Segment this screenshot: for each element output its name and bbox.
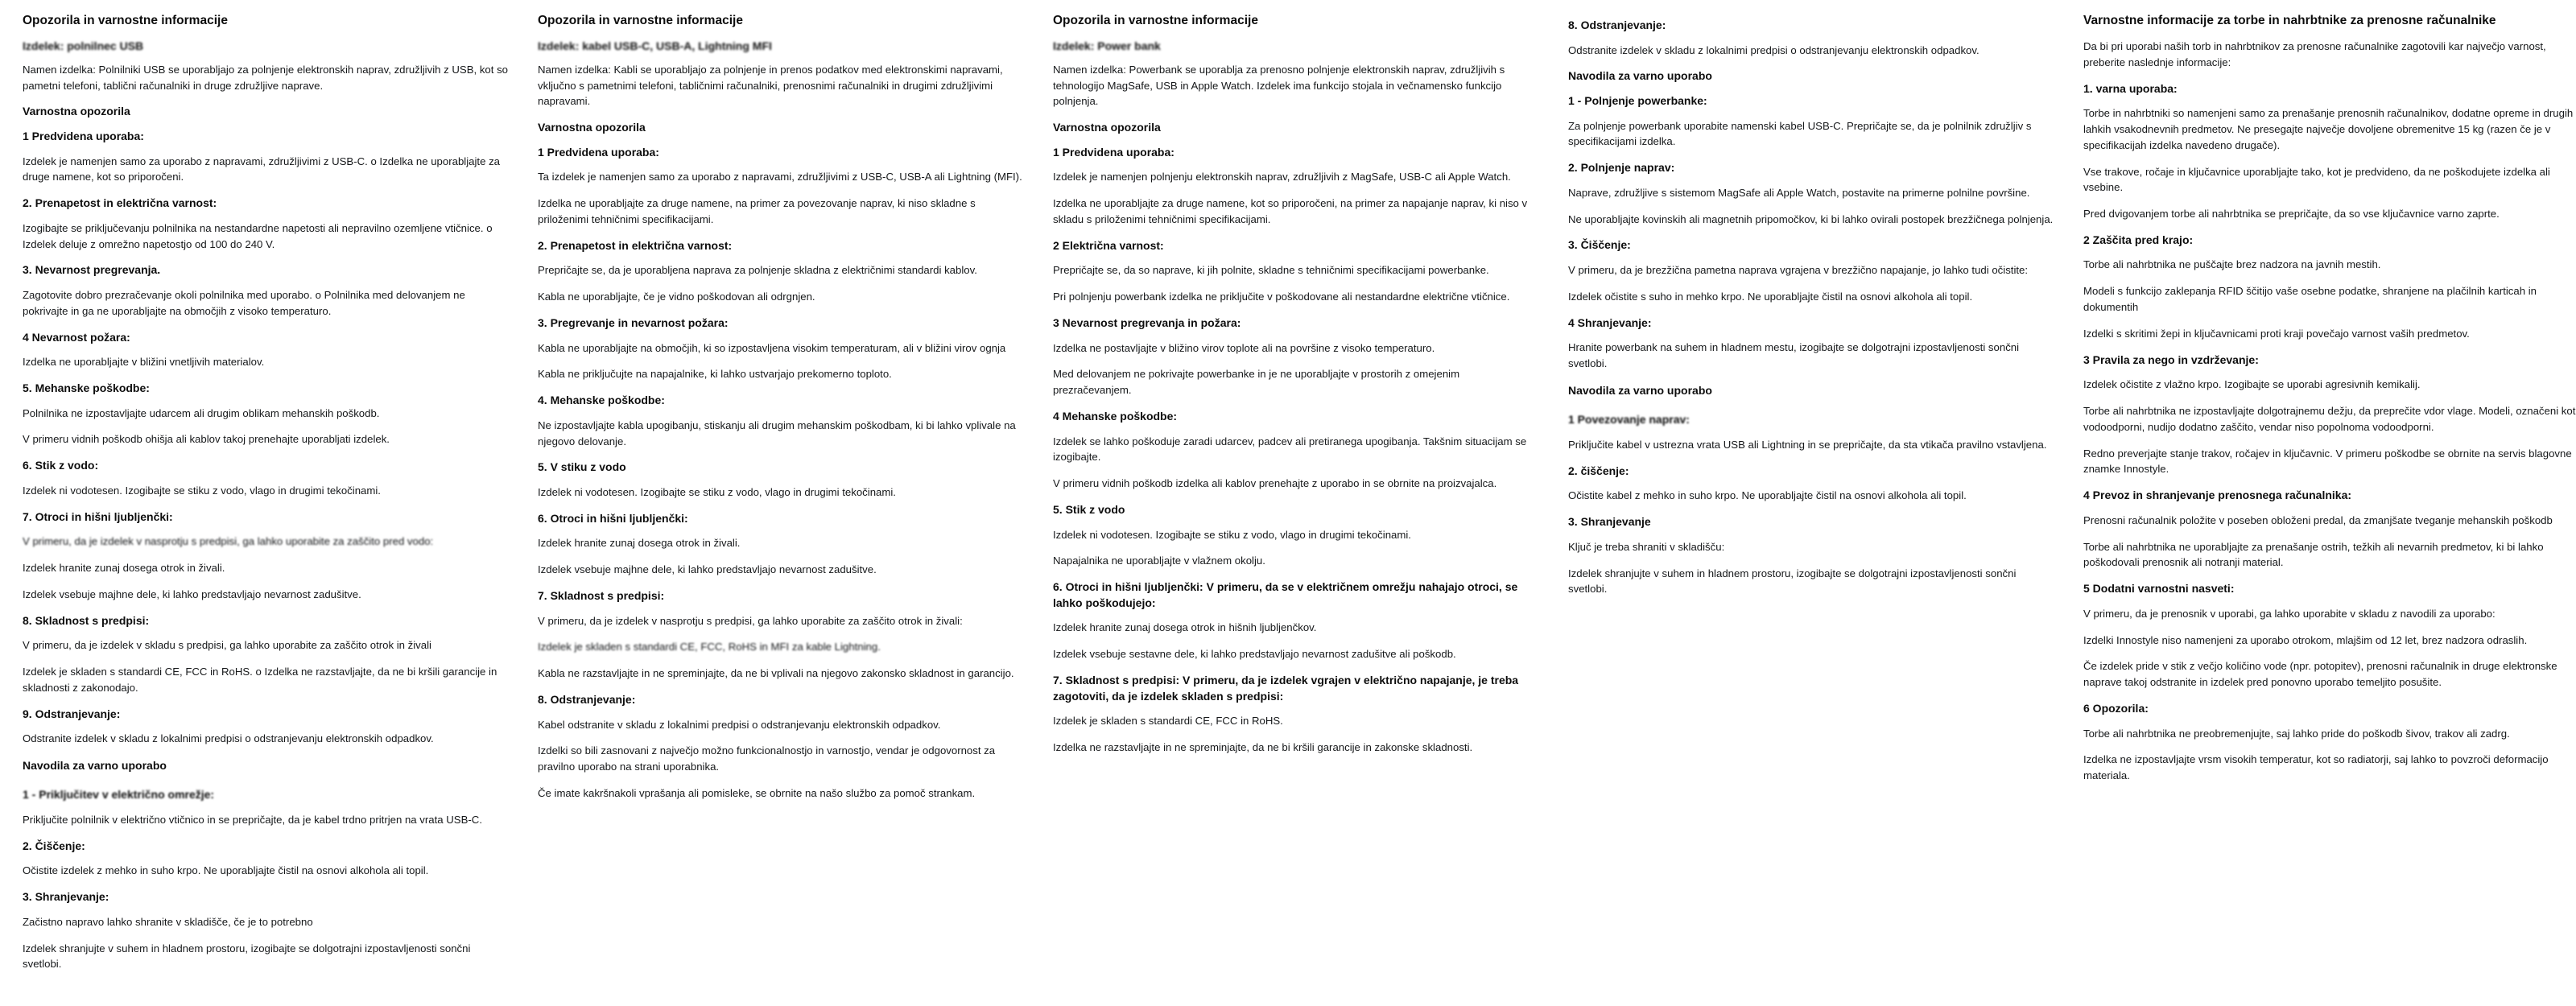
body-paragraph: Prenosni računalnik položite v poseben obloženi predal, da zmanjšate tveganje mehanskih poškodb [2083,513,2553,526]
body-paragraph: Izdelka ne uporabljajte za druge namene, na primer za povezovanje naprav, ki niso skladne s priloženimi tehničnimi specifikacijami. [538,197,976,225]
body-paragraph: Pri polnjenju powerbank izdelka ne priključite v poškodovane ali nestandardne električne vtičnice. [1053,291,1510,303]
page-title: Opozorila in varnostne informacije [23,14,228,27]
section-heading: 2 Zaščita pred krajo: [2083,233,2194,246]
section-heading: Varnostna opozorila [1053,121,1161,134]
document-column-powerbank [1042,13,1557,1006]
section-heading: 8. Skladnost s predpisi: [23,613,150,627]
section-heading: 7. Skladnost s predpisi: [538,588,665,602]
body-paragraph: Začistno napravo lahko shranite v skladišče, če je to potrebno [23,915,313,928]
body-paragraph: Izdelka ne uporabljajte v bližini vnetljivih materialov. [23,356,265,369]
body-paragraph: Kabla ne uporabljajte, če je vidno poškodovan ali odrgnjen. [538,291,815,303]
body-paragraph: Vse trakove, ročaje in ključavnice uporabljajte tako, kot je predvideno, da ne poškodujete izdelka ali vsebine. [2083,165,2550,194]
product-subtitle: Izdelek: Power bank [1053,39,1161,52]
section-heading: 3. Shranjevanje: [23,890,109,904]
section-heading: 2 Električna varnost: [1053,238,1164,252]
page-title: Opozorila in varnostne informacije [538,14,743,27]
body-paragraph: V primeru, da je izdelek v skladu s predpisi, ga lahko uporabite za zaščito otrok in živali [23,639,431,652]
body-paragraph: Hranite powerbank na suhem in hladnem mestu, izogibajte se dolgotrajni izpostavljenosti sončni svetlobi. [1568,341,2020,369]
body-paragraph: Izdelek je namenjen polnjenju elektronskih naprav, združljivih z MagSafe, USB-C ali Apple Watch. [1053,171,1511,183]
body-paragraph: Izdelek shranjujte v suhem in hladnem prostoru, izogibajte se dolgotrajni izpostavljenosti sončni svetlobi. [23,942,471,971]
section-heading: Navodila za varno uporabo [1568,69,1712,83]
page-title: Varnostne informacije za torbe in nahrbtnike za prenosne računalnike [2083,14,2496,27]
body-paragraph: Izdelka ne izpostavljajte vrsm visokih temperatur, kot so radiatorji, saj lahko to povzroči deformacijo materiala. [2083,753,2549,782]
body-paragraph: Izdelek vsebuje majhne dele, ki lahko predstavljajo nevarnost zadušitve. [23,588,361,600]
body-paragraph: Izdelki s skritimi žepi in ključavnicami proti kraji povečajo varnost vaših predmetov. [2083,327,2470,340]
section-heading: 2. Polnjenje naprav: [1568,161,1675,175]
body-paragraph: Očistite izdelek z mehko in suho krpo. Ne uporabljajte čistil na osnovi alkohola ali topil. [23,864,429,877]
body-paragraph: Prepričajte se, da je uporabljena naprava za polnjenje skladna z električnimi standardi kablov. [538,264,977,277]
section-heading: Navodila za varno uporabo [23,758,167,772]
body-paragraph: Izdelka ne razstavljajte in ne spreminjajte, da ne bi kršili garancije in zakonske skladnosti. [1053,740,1473,753]
section-heading: 5. Mehanske poškodbe: [23,381,150,394]
body-paragraph: Izdelek se lahko poškoduje zaradi udarcev, padcev ali pretiranega upogibanja. Takšnim situacijam se izogibajte. [1053,435,1527,464]
section-heading: 1 Predvidena uporaba: [23,130,144,142]
body-paragraph: Izdelek shranjujte v suhem in hladnem prostoru, izogibajte se dolgotrajni izpostavljenosti sončni svetlobi. [1568,567,2017,596]
body-paragraph: Polnilnika ne izpostavljajte udarcem ali drugim oblikam mehanskih poškodb. [23,406,380,419]
section-heading: 1 Predvidena uporaba: [1053,145,1174,159]
section-heading: 4. Mehanske poškodbe: [538,394,665,407]
body-paragraph: Če imate kakršnakoli vprašanja ali pomisleke, se obrnite na našo službo za pomoč strankam. [538,786,976,799]
section-heading: 4 Mehanske poškodbe: [1053,409,1178,423]
body-paragraph: Izdelek je namenjen samo za uporabo z napravami, združljivimi z USB-C. o Izdelka ne uporabljajte za druge namene, kot so priporočeni. [23,155,500,183]
page-title: Opozorila in varnostne informacije [1053,14,1258,27]
body-paragraph: Izogibajte se priključevanju polnilnika na nestandardne napetosti ali nepravilno ozemljene vtičnice. o Izdelek deluje z omrežno napetostjo od 100 do 240 V. [23,221,493,250]
section-heading: 5. Stik z vodo [1053,502,1125,516]
body-paragraph: Zagotovite dobro prezračevanje okoli polnilnika med uporabo. o Polnilnika med delovanjem ne pokrivajte in ga ne uporabljajte na območjih z visoko temperaturo. [23,288,465,317]
body-paragraph: Izdelek ni vodotesen. Izogibajte se stiku z vodo, vlago in drugimi tekočinami. [538,485,896,498]
body-paragraph: Izdelek vsebuje sestavne dele, ki lahko predstavljajo nevarnost zadušitve ali poškodb. [1053,648,1456,661]
body-paragraph: Da bi pri uporabi naših torb in nahrbtnikov za prenosne računalnike zagotovili kar največjo varnost, preberite naslednje informacije: [2083,39,2546,68]
product-subtitle: Izdelek: kabel USB-C, USB-A, Lightning MFI [538,39,772,52]
body-paragraph: V primeru vidnih poškodb ohišja ali kablov takoj prenehajte uporabljati izdelek. [23,433,390,446]
body-paragraph: Torbe ali nahrbtnika ne preobremenjujte, saj lahko pride do poškodb šivov, trakov ali zadrg. [2083,727,2510,740]
section-heading: 8. Odstranjevanje: [1568,19,1666,31]
section-heading: 3. Shranjevanje [1568,515,1651,529]
body-paragraph-redacted: V primeru, da je izdelek v nasprotju s predpisi, ga lahko uporabite za zaščito pred vodo: [23,535,434,548]
body-paragraph: Če izdelek pride v stik z večjo količino vode (npr. potopitev), prenosni računalnik in druge elektronske naprave takoj odstranite in izdelek pred ponovno uporabo temeljito posušite. [2083,660,2557,689]
body-paragraph: Prepričajte se, da so naprave, ki jih polnite, skladne s tehničnimi specifikacijami powerbanke. [1053,264,1489,277]
body-paragraph: V primeru vidnih poškodb izdelka ali kablov prenehajte z uporabo in se obrnite na proizvajalca. [1053,477,1497,490]
section-heading: 2. čiščenje: [1568,464,1629,477]
body-paragraph: Med delovanjem ne pokrivajte powerbanke in je ne uporabljajte v prostorih z omejenim prezračevanjem. [1053,368,1460,397]
section-heading: 9. Odstranjevanje: [23,707,121,720]
section-heading: 6. Otroci in hišni ljubljenčki: [538,511,688,525]
body-paragraph: Torbe ali nahrbtnika ne puščajte brez nadzora na javnih mestih. [2083,258,2381,271]
body-paragraph: Izdelek ni vodotesen. Izogibajte se stiku z vodo, vlago in drugimi tekočinami. [23,484,381,497]
body-paragraph: Izdelek hranite zunaj dosega otrok in živali. [23,561,225,574]
body-paragraph: Očistite kabel z mehko in suho krpo. Ne uporabljajte čistil na osnovi alkohola ali topil. [1568,489,1967,502]
section-heading: 3 Nevarnost pregrevanja in požara: [1053,315,1241,329]
body-paragraph: Odstranite izdelek v skladu z lokalnimi predpisi o odstranjevanju elektronskih odpadkov. [1568,43,1979,56]
body-paragraph: Izdelek je skladen s standardi CE, FCC in RoHS. o Izdelka ne razstavljajte, da ne bi kršili garancije in skladnosti z zakonodajo. [23,665,497,694]
section-heading: 3 Pravila za nego in vzdrževanje: [2083,353,2259,366]
body-paragraph: Izdelek očistite s suho in mehko krpo. Ne uporabljajte čistil na osnovi alkohola ali topil. [1568,290,1973,303]
body-paragraph: Izdelki so bili zasnovani z največjo možno funkcionalnostjo in varnostjo, vendar je odgovornost za pravilno uporabo na strani uporabnika. [538,744,996,773]
body-paragraph: Modeli s funkcijo zaklepanja RFID ščitijo vaše osebne podatke, shranjene na plačilnih karticah in dokumentih [2083,285,2537,314]
section-heading: 5 Dodatni varnostni nasveti: [2083,582,2235,596]
section-heading: 3. Nevarnost pregrevanja. [23,263,161,277]
section-heading: 2. Čiščenje: [23,839,85,852]
body-paragraph: Kabla ne priključujte na napajalnike, ki lahko ustvarjajo prekomerno toploto. [538,368,892,381]
body-paragraph: Kabla ne razstavljajte in ne spreminjajte, da ne bi vplivali na njegovo zakonsko skladnost in garancijo. [538,667,1014,680]
body-paragraph: Kabla ne uporabljajte na območjih, ki so izpostavljena visokim temperaturam, ali v bližini virov ognja [538,341,1006,354]
section-heading: Navodila za varno uporabo [1568,383,1712,397]
section-heading: 1 Predvidena uporaba: [538,145,659,159]
section-heading: 6. Otroci in hišni ljubljenčki: V primeru, da se v električnem omrežju nahajajo otroci, se lahko poškodujejo: [1053,580,1518,609]
section-heading-redacted: 1 - Priključitev v električno omrežje: [23,788,215,802]
body-paragraph: Kabel odstranite v skladu z lokalnimi predpisi o odstranjevanju elektronskih odpadkov. [538,718,941,731]
section-heading: 3. Čiščenje: [1568,238,1631,252]
body-paragraph: Izdelki Innostyle niso namenjeni za uporabo otrokom, mlajšim od 12 let, brez nadzora odraslih. [2083,633,2528,646]
body-paragraph: V primeru, da je izdelek v nasprotju s predpisi, ga lahko uporabite za zaščito otrok in živali: [538,614,963,627]
body-paragraph: Torbe ali nahrbtnika ne uporabljajte za prenašanje ostrih, težkih ali nevarnih predmetov, ki bi lahko poškodovali prenosnik ali notranji material. [2083,540,2544,569]
section-heading: Varnostna opozorila [23,105,130,118]
section-heading: Varnostna opozorila [538,121,646,134]
body-paragraph: Ta izdelek je namenjen samo za uporabo z napravami, združljivimi z USB-C, USB-A ali Lightning (MFI). [538,171,1022,183]
section-heading: 6 Opozorila: [2083,702,2149,715]
section-heading: 8. Odstranjevanje: [538,692,636,706]
body-paragraph: Pred dvigovanjem torbe ali nahrbtnika se prepričajte, da so vse ključavnice varno zaprte. [2083,208,2500,221]
document-column-cable [526,13,1042,1006]
body-paragraph: Namen izdelka: Powerbank se uporablja za prenosno polnjenje elektronskih naprav, združljivih s tehnologijo MagSafe, USB in Apple Watch. Izdelek ima funkcijo stojala in večnamensko funkcijo polnjenja. [1053,63,1505,108]
body-paragraph: Redno preverjajte stanje trakov, ročajev in ključavnic. V primeru poškodbe se obrnite na servis blagovne znamke Innostyle. [2083,447,2572,476]
section-heading: 2. Prenapetost in električna varnost: [538,238,733,252]
section-heading: 1 - Polnjenje powerbanke: [1568,93,1707,107]
body-paragraph: Izdelek očistite z vlažno krpo. Izogibajte se uporabi agresivnih kemikalij. [2083,378,2421,391]
section-heading: 2. Prenapetost in električna varnost: [23,196,217,210]
body-paragraph-redacted: Izdelek je skladen s standardi CE, FCC, RoHS in MFI za kable Lightning. [538,641,881,653]
section-heading: 5. V stiku z vodo [538,460,626,474]
body-paragraph: V primeru, da je prenosnik v uporabi, ga lahko uporabite v skladu z navodili za uporabo: [2083,607,2496,620]
section-heading: 7. Skladnost s predpisi: V primeru, da je izdelek vgrajen v električno napajanje, je treba zagotoviti, da je izdelek skladen s predpisi: [1053,673,1519,703]
body-paragraph: Torbe ali nahrbtnika ne izpostavljajte dolgotrajnemu dežju, da preprečite vdor vlage. Modeli, označeni kot vodoodporni, nudijo dodatno zaščito, vendar niso popolnoma vodoodporni. [2083,405,2576,433]
section-heading: 7. Otroci in hišni ljubljenčki: [23,509,173,523]
section-heading: 4 Prevoz in shranjevanje prenosnega računalnika: [2083,489,2352,502]
product-subtitle: Izdelek: polnilnec USB [23,39,144,52]
body-paragraph: Priključite polnilnik v električno vtičnico in se prepričajte, da je kabel trdno pritrjen na vrata USB-C. [23,814,482,827]
body-paragraph: Izdelek vsebuje majhne dele, ki lahko predstavljajo nevarnost zadušitve. [538,563,877,576]
body-paragraph: Namen izdelka: Polnilniki USB se uporabljajo za polnjenje elektronskih naprav, združljivih z USB, kot so pametni telefoni, tablični računalniki in druge združljive naprave. [23,63,509,92]
section-heading: 6. Stik z vodo: [23,459,99,472]
body-paragraph: V primeru, da je brezžična pametna naprava vgrajena v brezžično napajanje, jo lahko tudi očistite: [1568,263,2029,276]
section-heading-redacted: 1 Povezovanje naprav: [1568,413,1690,427]
body-paragraph: Ne uporabljajte kovinskih ali magnetnih pripomočkov, ki bi lahko ovirali postopek brezžičnega polnjenja. [1568,212,2054,225]
body-paragraph: Izdelek ni vodotesen. Izogibajte se stiku z vodo, vlago in drugimi tekočinami. [1053,528,1411,541]
body-paragraph: Izdelka ne uporabljajte za druge namene, kot so priporočeni, na primer za napajanje naprav, ki niso v skladu s priloženimi tehničnimi specifikacijami. [1053,197,1528,225]
body-paragraph: Izdelek je skladen s standardi CE, FCC in RoHS. [1053,715,1283,728]
body-paragraph: Izdelka ne postavljajte v bližino virov toplote ali na površine z visoko temperaturo. [1053,341,1435,354]
body-paragraph: Odstranite izdelek v skladu z lokalnimi predpisi o odstranjevanju elektronskih odpadkov. [23,732,434,745]
body-paragraph: Ključ je treba shraniti v skladišču: [1568,540,1725,553]
body-paragraph: Izdelek hranite zunaj dosega otrok in živali. [538,537,741,550]
body-paragraph: Napajalnika ne uporabljajte v vlažnem okolju. [1053,555,1265,567]
body-paragraph: Naprave, združljive s sistemom MagSafe ali Apple Watch, postavite na primerne polnilne površine. [1568,186,2030,199]
document-column-instructions [1557,13,2072,1006]
body-paragraph: Priključite kabel v ustrezna vrata USB ali Lightning in se prepričajte, da sta vtikača pravilno vstavljena. [1568,438,2047,451]
section-heading: 4 Nevarnost požara: [23,330,130,344]
section-heading: 3. Pregrevanje in nevarnost požara: [538,315,729,329]
section-heading: 1. varna uporaba: [2083,81,2178,95]
body-paragraph: Torbe in nahrbtniki so namenjeni samo za prenašanje prenosnih računalnikov, dodatne opreme in drugih lahkih vsakodnevnih predmetov. Ne presegajte največje dovoljene obremenitve 15 kg (razen če je v specifikacijah izdelka navedeno drugače). [2083,107,2574,151]
body-paragraph: Za polnjenje powerbank uporabite namenski kabel USB-C. Prepričajte se, da je polnilnik združljiv s specifikacijami izdelka. [1568,119,2032,148]
body-paragraph: Ne izpostavljajte kabla upogibanju, stiskanju ali drugim mehanskim poškodbam, ki bi lahko vplivale na njegovo delovanje. [538,418,1016,447]
document-column-bags [2072,13,2576,1006]
section-heading: 4 Shranjevanje: [1568,315,1652,329]
body-paragraph: Izdelek hranite zunaj dosega otrok in hišnih ljubljenčkov. [1053,621,1317,634]
document-column-usb-c [11,13,526,1006]
body-paragraph: Namen izdelka: Kabli se uporabljajo za polnjenje in prenos podatkov med elektronskimi napravami, vključno s pametnimi telefoni, tabličnimi računalniki, prenosnimi računalniki in drugimi združljivimi napravami. [538,63,1003,108]
